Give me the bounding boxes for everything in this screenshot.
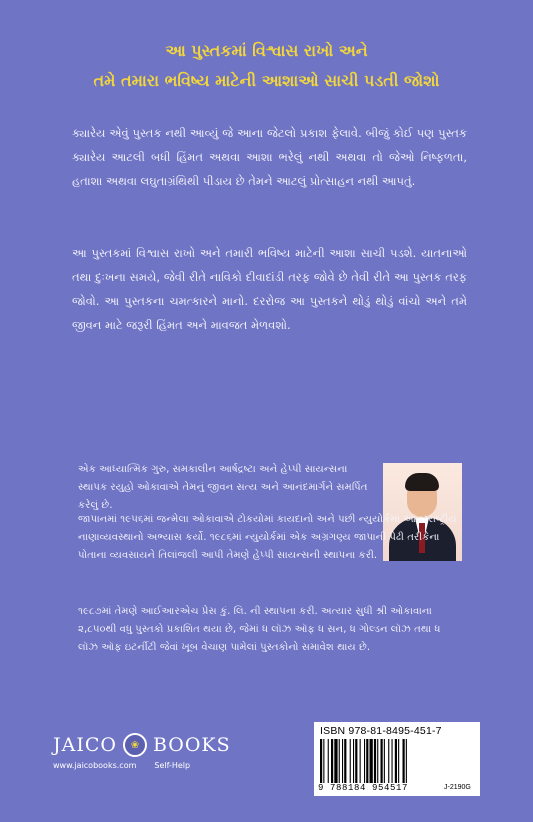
book-category: Self-Help — [154, 761, 191, 770]
headline — [0, 36, 533, 96]
description-paragraph-1: ક્યારેય એવું પુસ્તક નથી આવ્યું જે આના જેટલો પ્રકાશ ફેલાવે. બીજું કોઈ પણ પુસ્તક ક્યારેય આટલી બધી હિંમત અથવા આશા ભરેલું નથી અથવા તો જેઓ નિષ્ફળતા, હતાશા અથવા લઘુતાગ્રંથિથી પીડાય છે તેમને આટલું પ્રોત્સાહન નથી આપતું. — [72, 126, 467, 188]
headline-line-2: તમે તમારા ભવિષ્ય માટેની આશાઓ સાચી પડતી જોશો — [93, 71, 440, 90]
publisher-website: www.jaicobooks.com — [53, 761, 137, 770]
product-code: J-2190G — [444, 784, 471, 791]
author-bio-paragraph-3: ૧૯૮૭માં તેમણે આઈઆરએચ પ્રેસ કું. લિ. ની સ્થાપના કરી. અત્યાર સુધી શ્રી ઓકાવાના ૨,૮૫૦થી વધુ પુસ્તકો પ્રકાશિત થયા છે, જેમાં ધ લૉઝ ઑફ ધ સન, ધ ગોલ્ડન લૉઝ તથા ધ લૉઝ ઑફ ઇટર્નીટી જેવાં ખૂબ વેચાણ પામેલાં પુસ્તકોનો સમાવેશ થાય છે. — [78, 606, 441, 653]
publisher-name-right: BOOKS — [152, 734, 231, 756]
ean-digits: 9 788184 954517 — [318, 783, 409, 793]
description-paragraph-2: આ પુસ્તકમાં વિશ્વાસ રાખો અને તમારી ભવિષ્ય માટેની આશા સાચી પડશે. યાતનાઓ તથા દુઃખના સમયે, જેવી રીતે નાવિકો દીવાદાંડી તરફ જોવે છે તેવી રીતે આ પુસ્તક તરફ જોવો. આ પુસ્તકના ચમત્કારને માનો. દરરોજ આ પુસ્તકને થોડું થોડું વાંચો અને તમે જીવન માટે જરૂરી હિંમત અને માવજત મેળવશો. — [72, 246, 467, 332]
barcode-bars — [320, 739, 436, 783]
author-bio-paragraph-2: જાપાનમાં ૧૯૫૬માં જન્મેલા ઓકાવાએ ટોકયોમાં કાયદાનો અને પછી ન્યુયોર્કમાં આંતરરાષ્ટ્રીય નાણાવ્યવસ્થાનો અભ્યાસ કર્યો. ૧૯૮૬માં ન્યુયોર્કમાં એક અગ્રગણ્ય જાપાની પેઢી તરીકેના પોતાના વ્યવસાયને તિલાંજલી આપી તેમણે હેપ્પી સાયન્સની સ્થાપના કરી. — [78, 514, 457, 561]
author-bio-paragraph-1: એક આધ્યાત્મિક ગુરુ, સમકાલીન આર્ષદ્રષ્ટા અને હેપ્પી સાયન્સના સ્થાપક રયુહો ઓકાવાએ તેમનું જીવન સત્ય અને આનંદમાર્ગને સમર્પિત કરેલું છે. — [78, 464, 368, 511]
jaico-emblem-icon: ❀ — [123, 733, 147, 757]
isbn-barcode — [314, 722, 480, 796]
isbn-label: ISBN 978-81-8495-451-7 — [320, 725, 442, 737]
publisher-logo — [53, 733, 231, 770]
publisher-name-left: JAICO — [53, 734, 117, 756]
headline-line-1: આ પુસ્તકમાં વિશ્વાસ રાખો અને — [165, 41, 368, 60]
